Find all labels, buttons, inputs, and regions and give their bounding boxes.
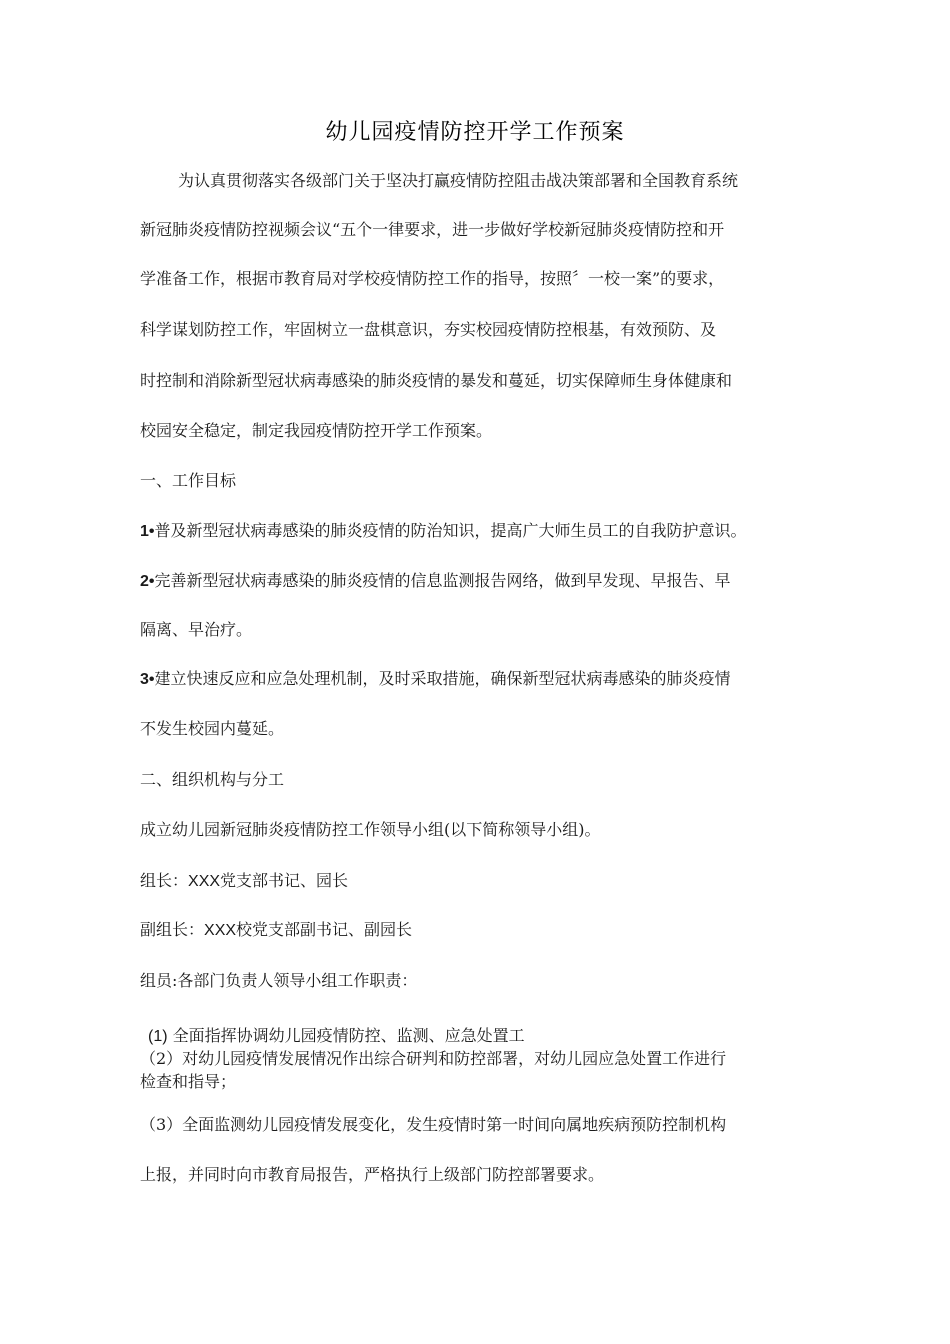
leader-label: 组长： [140, 871, 189, 890]
goal-item-1-text: 普及新型冠状病毒感染的肺炎疫情的防治知识，提高广大师生员工的自我防护意识。 [154, 521, 747, 540]
document-title: 幼儿园疫情防控开学工作预案 [325, 120, 625, 145]
goal-item-1 [140, 520, 747, 543]
goal-item-2-line-2: 隔离、早治疗。 [140, 620, 253, 639]
deputy-line [140, 919, 412, 942]
duty-3-line-2: 上报，并同时向市教育局报告，严格执行上级部门防控部署要求。 [140, 1165, 605, 1184]
intro-line-3: 学准备工作，根据市教育局对学校疫情防控工作的指导，按照〞一校一案”的要求， [140, 269, 725, 288]
goal-item-3-text: 建立快速反应和应急处理机制，及时采取措施，确保新型冠状病毒感染的肺炎疫情 [154, 669, 731, 688]
section-2-heading: 二、组织机构与分工 [140, 770, 285, 789]
duty-1-number: (1) [148, 1028, 168, 1045]
duty-2-line-2: 检查和指导； [140, 1072, 237, 1091]
goal-item-1-number: 1• [140, 523, 155, 540]
goal-item-3-line-2: 不发生校园内蔓延。 [140, 719, 285, 738]
intro-line-5: 时控制和消除新型冠状病毒感染的肺炎疫情的暴发和蔓延，切实保障师生身体健康和 [140, 371, 733, 390]
intro-line-6: 校园安全稳定，制定我园疫情防控开学工作预案。 [140, 421, 493, 440]
members-line: 组员:各部门负责人领导小组工作职责： [140, 971, 418, 990]
deputy-name: XXX [204, 922, 237, 939]
leader-role: 党支部书记、园长 [220, 871, 349, 890]
goal-item-2-line-1 [140, 570, 731, 593]
intro-line-2: 新冠肺炎疫情防控视频会议“五个一律要求，进一步做好学校新冠肺炎疫情防控和开 [140, 220, 725, 239]
duty-1 [148, 1025, 525, 1048]
group-statement: 成立幼儿园新冠肺炎疫情防控工作领导小组(以下简称领导小组)。 [140, 820, 601, 839]
goal-item-2-number: 2• [140, 573, 155, 590]
duty-1-text: 全面指挥协调幼儿园疫情防控、监测、应急处置工 [172, 1026, 525, 1045]
duty-2-line-1: （2）对幼儿园疫情发展情况作出综合研判和防控部署，对幼儿园应急处置工作进行 [140, 1049, 727, 1068]
deputy-label: 副组长： [140, 920, 205, 939]
leader-line [140, 870, 348, 893]
intro-line-4: 科学谋划防控工作，牢固树立一盘棋意识，夯实校园疫情防控根基，有效预防、及 [140, 320, 717, 339]
duty-3-line-1: （3）全面监测幼儿园疫情发展变化，发生疫情时第一时间向属地疾病预防控制机构 [140, 1115, 727, 1134]
goal-item-2-text: 完善新型冠状病毒感染的肺炎疫情的信息监测报告网络，做到早发现、早报告、早 [154, 571, 731, 590]
section-1-heading: 一、工作目标 [140, 471, 237, 490]
goal-item-3-number: 3• [140, 671, 155, 688]
goal-item-3-line-1 [140, 668, 731, 691]
leader-name: XXX [188, 873, 221, 890]
deputy-role: 校党支部副书记、副园长 [236, 920, 413, 939]
intro-line-1: 为认真贯彻落实各级部门关于坚决打赢疫情防控阻击战决策部署和全国教育系统 [178, 171, 739, 190]
